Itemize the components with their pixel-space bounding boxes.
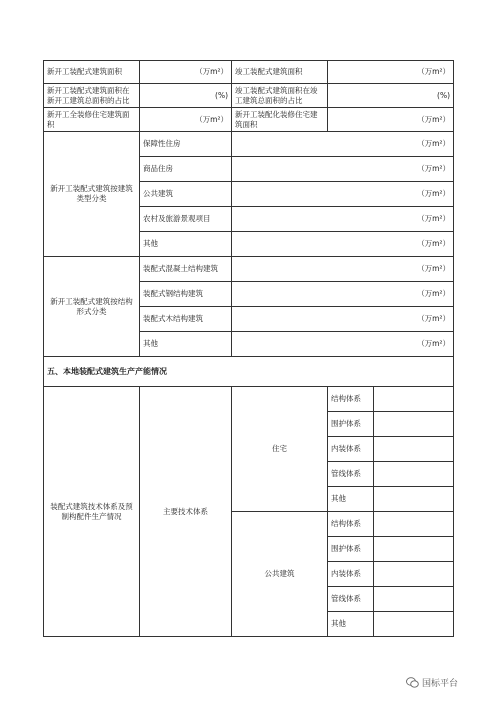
system-label: 内装体系 bbox=[328, 437, 374, 462]
system-value-cell[interactable] bbox=[374, 387, 454, 412]
system-value-cell[interactable] bbox=[374, 462, 454, 487]
value-cell[interactable]: （万m²） bbox=[232, 307, 454, 332]
system-label: 围护体系 bbox=[328, 537, 374, 562]
table-row bbox=[44, 61, 454, 84]
system-label: 管线体系 bbox=[328, 587, 374, 612]
system-value-cell[interactable] bbox=[374, 587, 454, 612]
form-label: 竣工装配式建筑面积在竣工建筑总面积的占比 bbox=[232, 84, 328, 108]
unit-cell[interactable]: (%) bbox=[328, 84, 454, 108]
item-label: 装配式钢结构建筑 bbox=[140, 282, 232, 307]
form-label: 新开工装配式建筑面积在新开工建筑总面积的占比 bbox=[44, 84, 140, 108]
form-label: 新开工装配化装修住宅建筑面积 bbox=[232, 108, 328, 132]
watermark bbox=[406, 676, 458, 689]
form-label: 新开工全装修住宅建筑面积 bbox=[44, 108, 140, 132]
statistics-form-table bbox=[43, 60, 454, 637]
item-label: 商品住房 bbox=[140, 157, 232, 182]
item-label: 装配式混凝土结构建筑 bbox=[140, 257, 232, 282]
item-label: 其他 bbox=[140, 232, 232, 257]
residential-label: 住宅 bbox=[232, 387, 328, 512]
system-value-cell[interactable] bbox=[374, 512, 454, 537]
item-label: 保障性住房 bbox=[140, 132, 232, 157]
unit-cell[interactable]: （万m²） bbox=[328, 108, 454, 132]
system-label: 围护体系 bbox=[328, 412, 374, 437]
table-row bbox=[44, 357, 454, 387]
unit-cell[interactable]: (%) bbox=[140, 84, 232, 108]
unit-cell[interactable]: （万m²） bbox=[140, 108, 232, 132]
public-building-label: 公共建筑 bbox=[232, 512, 328, 637]
form-label: 竣工装配式建筑面积 bbox=[232, 61, 328, 84]
value-cell[interactable]: （万m²） bbox=[232, 232, 454, 257]
technical-system-label: 主要技术体系 bbox=[140, 387, 232, 637]
system-value-cell[interactable] bbox=[374, 412, 454, 437]
value-cell[interactable]: （万m²） bbox=[232, 182, 454, 207]
table-row bbox=[44, 108, 454, 132]
item-label: 公共建筑 bbox=[140, 182, 232, 207]
form-label: 新开工装配式建筑面积 bbox=[44, 61, 140, 84]
system-label: 内装体系 bbox=[328, 562, 374, 587]
value-cell[interactable]: （万m²） bbox=[232, 257, 454, 282]
system-value-cell[interactable] bbox=[374, 487, 454, 512]
group-label-structure: 新开工装配式建筑按结构形式分类 bbox=[44, 257, 140, 357]
wechat-icon bbox=[406, 677, 419, 688]
system-label: 其他 bbox=[328, 487, 374, 512]
table-row bbox=[44, 132, 454, 157]
system-label: 其他 bbox=[328, 612, 374, 637]
value-cell[interactable]: （万m²） bbox=[232, 282, 454, 307]
item-label: 装配式木结构建筑 bbox=[140, 307, 232, 332]
value-cell[interactable]: （万m²） bbox=[232, 332, 454, 357]
table-row bbox=[44, 387, 454, 412]
item-label: 其他 bbox=[140, 332, 232, 357]
value-cell[interactable]: （万m²） bbox=[232, 207, 454, 232]
watermark-text: 国标平台 bbox=[422, 679, 459, 689]
unit-cell[interactable]: （万m²） bbox=[140, 61, 232, 84]
system-value-cell[interactable] bbox=[374, 562, 454, 587]
system-label: 结构体系 bbox=[328, 512, 374, 537]
table-row bbox=[44, 257, 454, 282]
system-value-cell[interactable] bbox=[374, 612, 454, 637]
capacity-category-label: 装配式建筑技术体系及预制构配件生产情况 bbox=[44, 387, 140, 637]
unit-cell[interactable]: （万m²） bbox=[328, 61, 454, 84]
value-cell[interactable]: （万m²） bbox=[232, 132, 454, 157]
system-value-cell[interactable] bbox=[374, 537, 454, 562]
value-cell[interactable]: （万m²） bbox=[232, 157, 454, 182]
group-label-type: 新开工装配式建筑按建筑类型分类 bbox=[44, 132, 140, 257]
system-label: 管线体系 bbox=[328, 462, 374, 487]
system-label: 结构体系 bbox=[328, 387, 374, 412]
system-value-cell[interactable] bbox=[374, 437, 454, 462]
table-row bbox=[44, 84, 454, 108]
item-label: 农村及旅游景观项目 bbox=[140, 207, 232, 232]
section-title: 五、本地装配式建筑生产产能情况 bbox=[44, 357, 454, 387]
